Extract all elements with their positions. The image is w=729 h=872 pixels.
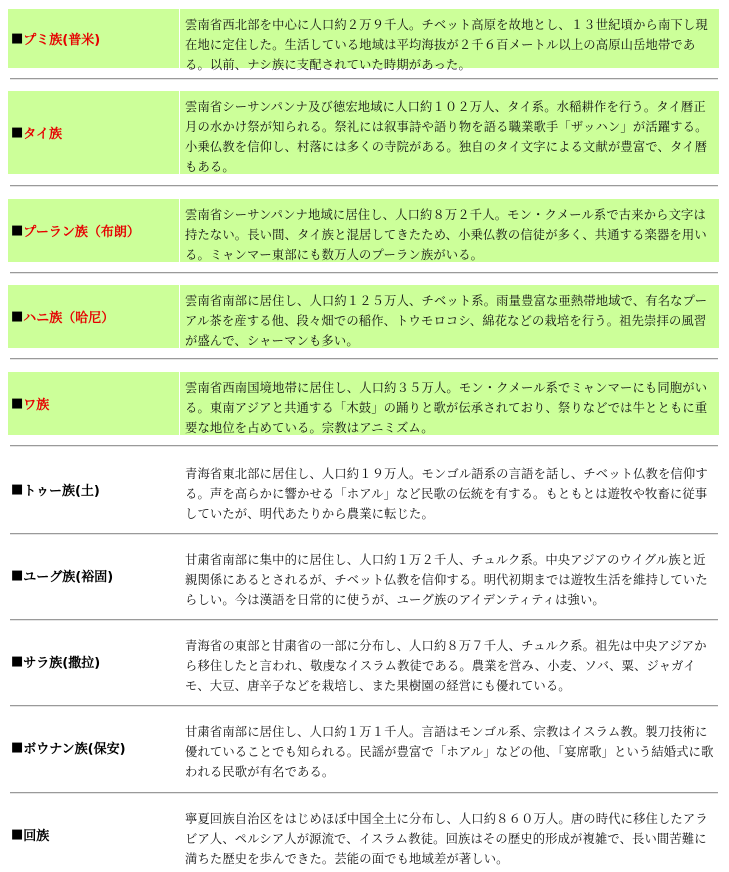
- row-name-cell: [8, 803, 179, 866]
- group-description: 雲南省シーサンパンナ及び徳宏地域に人口約１０２万人、タイ系。水稲耕作を行う。タイ暦正月の水かけ祭が知られる。祭礼には叙事詩や語り物を語る職業歌手「ザッハン」が活躍する。小乗仏教を信仰し、村落には多くの寺院がある。独自のタイ文字による文献が豊富で、タイ暦もある。: [179, 91, 719, 174]
- row-divider: [10, 358, 718, 359]
- row-name-cell: [8, 9, 179, 68]
- table-row: [8, 544, 719, 607]
- group-description: 雲南省西北部を中心に人口約２万９千人。チベット高原を故地とし、１３世紀頃から南下し現在地に定住した。生活している地域は平均海抜が２千６百メートル以上の高原山岳地帯である。以前、ナシ族に支配されていた時期があった。: [179, 9, 719, 68]
- row-name-cell: [8, 630, 179, 693]
- group-name: 回族: [23, 829, 50, 844]
- row-divider: [10, 705, 718, 706]
- bullet: ■: [11, 396, 24, 411]
- row-name-cell: [8, 199, 179, 262]
- group-name: ボウナン族(保安): [23, 742, 126, 757]
- bullet: ■: [11, 31, 24, 46]
- table-row: [8, 630, 719, 693]
- row-divider: [10, 619, 718, 620]
- table-row: [8, 91, 719, 174]
- group-name: プミ族(普米): [23, 33, 101, 48]
- table-row: [8, 803, 719, 866]
- group-name: サラ族(撒拉): [23, 656, 101, 671]
- bullet: ■: [11, 309, 24, 324]
- bullet: ■: [11, 827, 24, 842]
- bullet: ■: [11, 482, 24, 497]
- row-divider: [10, 445, 718, 446]
- row-name-cell: [8, 372, 179, 435]
- group-name: タイ族: [23, 127, 63, 142]
- table-row: [8, 458, 719, 521]
- row-divider: [10, 533, 718, 534]
- group-description: 雲南省西南国境地帯に居住し、人口約３５万人。モン・クメール系でミャンマーにも同胞がいる。東南アジアと共通する「木鼓」の踊りと歌が伝承されており、祭りなどでは牛とともに重要な地位を占めている。宗教はアニミズム。: [179, 372, 719, 435]
- row-name-cell: [8, 458, 179, 521]
- group-name: ハニ族（哈尼）: [23, 311, 115, 326]
- group-description: 青海省東北部に居住し、人口約１９万人。モンゴル語系の言語を話し、チベット仏教を信仰する。声を高らかに響かせる「ホアル」など民歌の伝統を有する。もともとは遊牧や牧畜に従事していたが、明代あたりから農業に転じた。: [179, 458, 719, 521]
- bullet: ■: [11, 740, 24, 755]
- group-name: ユーグ族(裕固): [23, 570, 114, 585]
- bullet: ■: [11, 125, 24, 140]
- group-description: 甘粛省南部に集中的に居住し、人口約１万２千人、チュルク系。中央アジアのウイグル族と近親関係にあるとされるが、チベット仏教を信仰する。明代初期までは遊牧生活を維持していたらしい。今は漢語を日常的に使うが、ユーグ族のアイデンティティは強い。: [179, 544, 719, 607]
- table-row: [8, 199, 719, 262]
- row-divider: [10, 792, 718, 793]
- group-description: 雲南省南部に居住し、人口約１２５万人、チベット系。雨量豊富な亜熱帯地域で、有名なプーアル茶を産する他、段々畑での稲作、トウモロコシ、綿花などの栽培を行う。祖先崇拝の風習が盛んで、シャーマンも多い。: [179, 285, 719, 348]
- group-name: プーラン族（布朗）: [23, 225, 140, 240]
- group-description: 雲南省シーサンパンナ地域に居住し、人口約８万２千人。モン・クメール系で古来から文字は持たない。長い間、タイ族と混居してきたため、小乗仏教の信徒が多く、共通する楽器を用いる。ミャンマー東部にも数万人のプーラン族がいる。: [179, 199, 719, 262]
- bullet: ■: [11, 654, 24, 669]
- table-row: [8, 716, 719, 779]
- row-divider: [10, 78, 718, 79]
- row-name-cell: [8, 91, 179, 174]
- row-name-cell: [8, 716, 179, 779]
- group-description: 青海省の東部と甘粛省の一部に分布し、人口約８万７千人、チュルク系。祖先は中央アジアから移住したと言われ、敬虔なイスラム教徒である。農業を営み、小麦、ソバ、粟、ジャガイモ、大豆、唐辛子などを栽培し、また果樹園の経営にも優れている。: [179, 630, 719, 693]
- table-row: [8, 372, 719, 435]
- group-description: 甘粛省南部に居住し、人口約１万１千人。言語はモンゴル系、宗教はイスラム教。製刀技術に優れていることでも知られる。民謡が豊富で「ホアル」などの他、「宴席歌」という結婚式に歌われる民歌が有名である。: [179, 716, 719, 779]
- group-name: トゥー族(土): [23, 484, 100, 499]
- group-name: ワ族: [23, 398, 50, 413]
- table-row: [8, 285, 719, 348]
- table-row: [8, 9, 719, 72]
- bullet: ■: [11, 568, 24, 583]
- bullet: ■: [11, 223, 24, 238]
- row-divider: [10, 272, 718, 273]
- row-name-cell: [8, 544, 179, 607]
- row-divider: [10, 185, 718, 186]
- group-description: 寧夏回族自治区をはじめほぼ中国全土に分布し、人口約８６０万人。唐の時代に移住したアラビア人、ペルシア人が源流で、イスラム教徒。回族はその歴史的形成が複雑で、長い間苦難に満ちた歴史を歩んできた。芸能の面でも地域差が著しい。: [179, 803, 719, 866]
- row-name-cell: [8, 285, 179, 348]
